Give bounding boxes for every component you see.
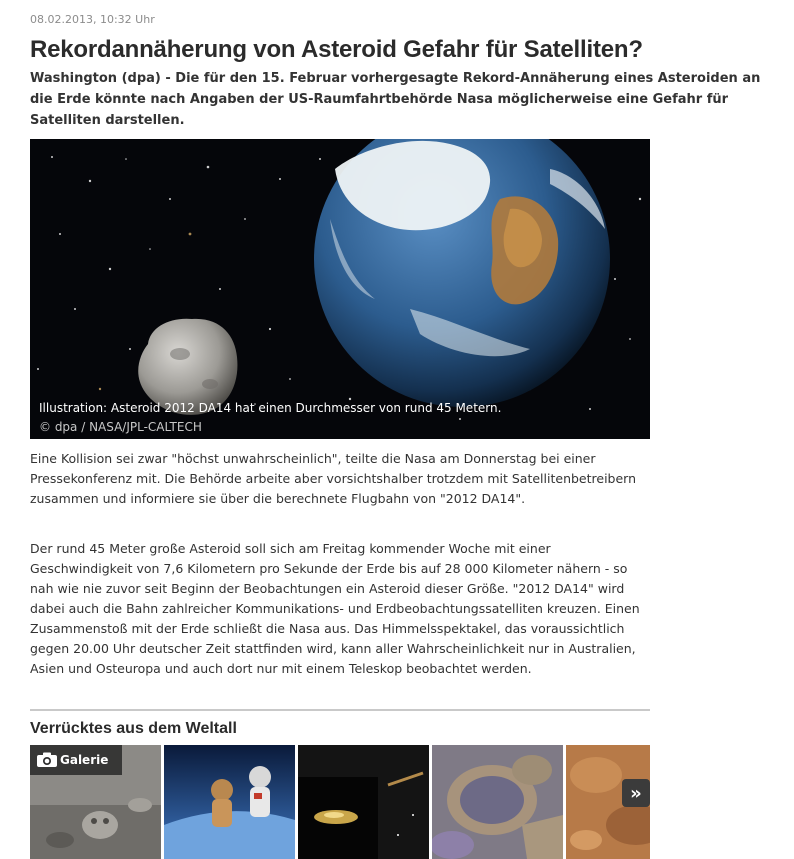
gallery-badge[interactable] [30, 745, 122, 775]
gallery-section-title: Verrücktes aus dem Weltall [30, 720, 237, 737]
gallery-thumb-crater-surface[interactable] [432, 745, 563, 859]
section-divider [30, 709, 650, 711]
camera-icon [34, 745, 60, 775]
chevron-double-right-icon: » [630, 782, 642, 804]
gallery-thumb-ufo-object[interactable] [298, 745, 429, 859]
article-timestamp: 08.02.2013, 10:32 Uhr [30, 13, 155, 26]
article-paragraph: Eine Kollision sei zwar "höchst unwahrscheinlich", teilte die Nasa am Donnerstag bei einer Pressekonferenz mit. Die Behörde arbeite aber vorsichtshalber trotzdem mit Satellitenbetreibern zusammen und informiere sie über die berechnete Flugbahn von "2012 DA14". [30, 451, 637, 506]
article-hero-image[interactable] [30, 139, 650, 439]
asteroid-earth-illustration [30, 139, 650, 439]
gallery-thumb-teddy-astronauts[interactable] [164, 745, 295, 859]
image-caption-text: Illustration: Asteroid 2012 DA14 hat einen Durchmesser von rund 45 Metern. [39, 401, 502, 415]
article-paragraph: Der rund 45 Meter große Asteroid soll sich am Freitag kommender Woche mit einer Geschwindigkeit von 7,6 Kilometern pro Sekunde der Erde bis auf 28 000 Kilometer nähern - so nah wie nie zuvor seit Beginn der Beobachtungen ein Asteroid dieser Größe. "2012 DA14" wird dabei auch die Bahn zahlreicher Kommunikations- und Erdbeobachtungssatelliten kreuzen. Einen Zusammenstoß mit der Erde schließt die Nasa aus. Das Himmelsspektakel, das voraussichtlich gegen 20.00 Uhr deutscher Zeit stattfinden wird, kann aller Wahrscheinlichkeit nur in Australien, Asien und Osteuropa und auch dort nur mit einem Teleskop beobachtet werden. [30, 541, 640, 676]
article-lead: Washington (dpa) - Die für den 15. Februar vorhergesagte Rekord-Annäherung eines Asteroiden an die Erde könnte nach Angaben der US-Raumfahrtbehörde Nasa möglicherweise eine Gefahr für Satelliten darstellen. [30, 71, 761, 128]
gallery-next-button[interactable] [622, 779, 650, 807]
gallery-badge-label: Galerie [60, 753, 109, 767]
image-caption [39, 399, 509, 437]
image-credit: © dpa / NASA/JPL-CALTECH [39, 420, 202, 434]
gallery-thumb-mars-face[interactable] [30, 745, 161, 859]
article-headline: Rekordannäherung von Asteroid Gefahr für Satelliten? [30, 36, 643, 63]
gallery-strip [30, 745, 650, 859]
